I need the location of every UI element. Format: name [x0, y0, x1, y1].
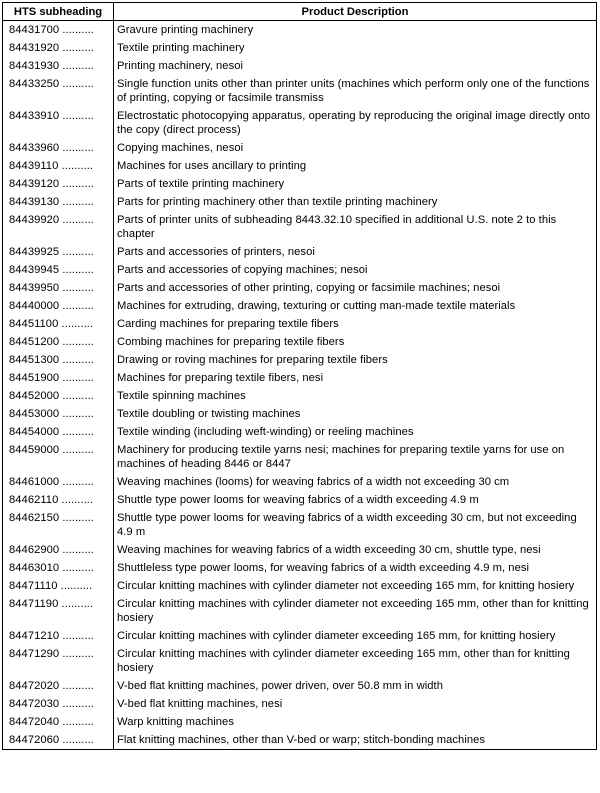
table-body — [3, 21, 597, 750]
product-description-cell: Shuttle type power looms for weaving fabrics of a width exceeding 30 cm, but not exceeding 4.9 m — [114, 509, 597, 541]
product-description-cell: Machines for preparing textile fibers, nesi — [114, 369, 597, 387]
table-row — [3, 261, 597, 279]
table-row — [3, 509, 597, 541]
product-description-cell: Parts and accessories of printers, nesoi — [114, 243, 597, 261]
hts-code-cell: 84439920 .......... — [3, 211, 114, 243]
table-row — [3, 297, 597, 315]
hts-code-cell: 84431920 .......... — [3, 39, 114, 57]
hts-code-cell: 84451900 .......... — [3, 369, 114, 387]
product-description-cell: V-bed flat knitting machines, power driven, over 50.8 mm in width — [114, 677, 597, 695]
hts-code-cell: 84453000 .......... — [3, 405, 114, 423]
product-description-cell: Parts of printer units of subheading 8443.32.10 specified in additional U.S. note 2 to this chapter — [114, 211, 597, 243]
product-description-cell: Circular knitting machines with cylinder diameter not exceeding 165 mm, for knitting hosiery — [114, 577, 597, 595]
product-description-cell: Combing machines for preparing textile fibers — [114, 333, 597, 351]
table-row — [3, 423, 597, 441]
product-description-cell: Parts of textile printing machinery — [114, 175, 597, 193]
table-row — [3, 731, 597, 750]
product-description-cell: Copying machines, nesoi — [114, 139, 597, 157]
hts-code-cell: 84431930 .......... — [3, 57, 114, 75]
product-description-cell: Machinery for producing textile yarns nesi; machines for preparing textile yarns for use on machines of heading 8446 or 8447 — [114, 441, 597, 473]
hts-code-cell: 84451300 .......... — [3, 351, 114, 369]
table-row — [3, 645, 597, 677]
hts-code-cell: 84452000 .......... — [3, 387, 114, 405]
table-row — [3, 279, 597, 297]
table-row — [3, 57, 597, 75]
header-product-description: Product Description — [114, 3, 597, 21]
product-description-cell: Circular knitting machines with cylinder diameter exceeding 165 mm, other than for knitting hosiery — [114, 645, 597, 677]
table-row — [3, 559, 597, 577]
product-description-cell: Textile winding (including weft-winding) or reeling machines — [114, 423, 597, 441]
hts-code-cell: 84461000 .......... — [3, 473, 114, 491]
hts-code-cell: 84472040 .......... — [3, 713, 114, 731]
table-row — [3, 627, 597, 645]
product-description-cell: Weaving machines for weaving fabrics of a width exceeding 30 cm, shuttle type, nesi — [114, 541, 597, 559]
product-description-cell: Flat knitting machines, other than V-bed or warp; stitch-bonding machines — [114, 731, 597, 750]
table-row — [3, 369, 597, 387]
hts-code-cell: 84471110 .......... — [3, 577, 114, 595]
hts-code-cell: 84439945 .......... — [3, 261, 114, 279]
product-description-cell: Printing machinery, nesoi — [114, 57, 597, 75]
hts-code-cell: 84431700 .......... — [3, 21, 114, 40]
product-description-cell: Circular knitting machines with cylinder diameter not exceeding 165 mm, other than for knitting hosiery — [114, 595, 597, 627]
product-description-cell: Circular knitting machines with cylinder diameter exceeding 165 mm, for knitting hosiery — [114, 627, 597, 645]
product-description-cell: Warp knitting machines — [114, 713, 597, 731]
product-description-cell: Machines for extruding, drawing, texturing or cutting man-made textile materials — [114, 297, 597, 315]
product-description-cell: Parts for printing machinery other than textile printing machinery — [114, 193, 597, 211]
hts-code-cell: 84451200 .......... — [3, 333, 114, 351]
hts-code-cell: 84471210 .......... — [3, 627, 114, 645]
hts-code-cell: 84462150 .......... — [3, 509, 114, 541]
table-row — [3, 541, 597, 559]
hts-code-cell: 84433250 .......... — [3, 75, 114, 107]
hts-code-cell: 84439130 .......... — [3, 193, 114, 211]
hts-code-cell: 84472030 .......... — [3, 695, 114, 713]
product-description-cell: Gravure printing machinery — [114, 21, 597, 40]
table-row — [3, 387, 597, 405]
table-row — [3, 677, 597, 695]
hts-code-cell: 84439925 .......... — [3, 243, 114, 261]
product-description-cell: Single function units other than printer units (machines which perform only one of the functions of printing, copying or facsimile transmiss — [114, 75, 597, 107]
product-description-cell: Parts and accessories of other printing, copying or facsimile machines; nesoi — [114, 279, 597, 297]
product-description-cell: Shuttleless type power looms, for weaving fabrics of a width exceeding 4.9 m, nesi — [114, 559, 597, 577]
hts-code-cell: 84433960 .......... — [3, 139, 114, 157]
table-row — [3, 441, 597, 473]
hts-code-cell: 84440000 .......... — [3, 297, 114, 315]
product-description-cell: Textile printing machinery — [114, 39, 597, 57]
table-row — [3, 175, 597, 193]
table-row — [3, 473, 597, 491]
hts-code-cell: 84471290 .......... — [3, 645, 114, 677]
product-description-cell: Machines for uses ancillary to printing — [114, 157, 597, 175]
hts-code-cell: 84454000 .......... — [3, 423, 114, 441]
product-description-cell: Drawing or roving machines for preparing textile fibers — [114, 351, 597, 369]
table-row — [3, 577, 597, 595]
product-description-cell: V-bed flat knitting machines, nesi — [114, 695, 597, 713]
hts-code-cell: 84462900 .......... — [3, 541, 114, 559]
table-row — [3, 405, 597, 423]
hts-code-cell: 84451100 .......... — [3, 315, 114, 333]
table-row — [3, 211, 597, 243]
hts-code-cell: 84439110 .......... — [3, 157, 114, 175]
table-row — [3, 243, 597, 261]
table-row — [3, 595, 597, 627]
table-row — [3, 491, 597, 509]
table-row — [3, 75, 597, 107]
table-row — [3, 315, 597, 333]
hts-code-cell: 84439950 .......... — [3, 279, 114, 297]
hts-code-cell: 84462110 .......... — [3, 491, 114, 509]
table-row — [3, 333, 597, 351]
header-row — [3, 3, 597, 21]
table-row — [3, 351, 597, 369]
hts-code-cell: 84472060 .......... — [3, 731, 114, 750]
table-row — [3, 713, 597, 731]
hts-table — [2, 2, 597, 750]
hts-code-cell: 84459000 .......... — [3, 441, 114, 473]
hts-code-cell: 84472020 .......... — [3, 677, 114, 695]
product-description-cell: Electrostatic photocopying apparatus, operating by reproducing the original image directly onto the copy (direct process) — [114, 107, 597, 139]
table-row — [3, 695, 597, 713]
product-description-cell: Shuttle type power looms for weaving fabrics of a width exceeding 4.9 m — [114, 491, 597, 509]
hts-code-cell: 84463010 .......... — [3, 559, 114, 577]
product-description-cell: Textile doubling or twisting machines — [114, 405, 597, 423]
product-description-cell: Textile spinning machines — [114, 387, 597, 405]
product-description-cell: Parts and accessories of copying machines; nesoi — [114, 261, 597, 279]
table-row — [3, 107, 597, 139]
table-row — [3, 157, 597, 175]
product-description-cell: Carding machines for preparing textile fibers — [114, 315, 597, 333]
header-hts-subheading: HTS subheading — [3, 3, 114, 21]
table-row — [3, 39, 597, 57]
product-description-cell: Weaving machines (looms) for weaving fabrics of a width not exceeding 30 cm — [114, 473, 597, 491]
table-row — [3, 139, 597, 157]
hts-code-cell: 84471190 .......... — [3, 595, 114, 627]
hts-code-cell: 84433910 .......... — [3, 107, 114, 139]
table-row — [3, 193, 597, 211]
hts-code-cell: 84439120 .......... — [3, 175, 114, 193]
table-row — [3, 21, 597, 40]
